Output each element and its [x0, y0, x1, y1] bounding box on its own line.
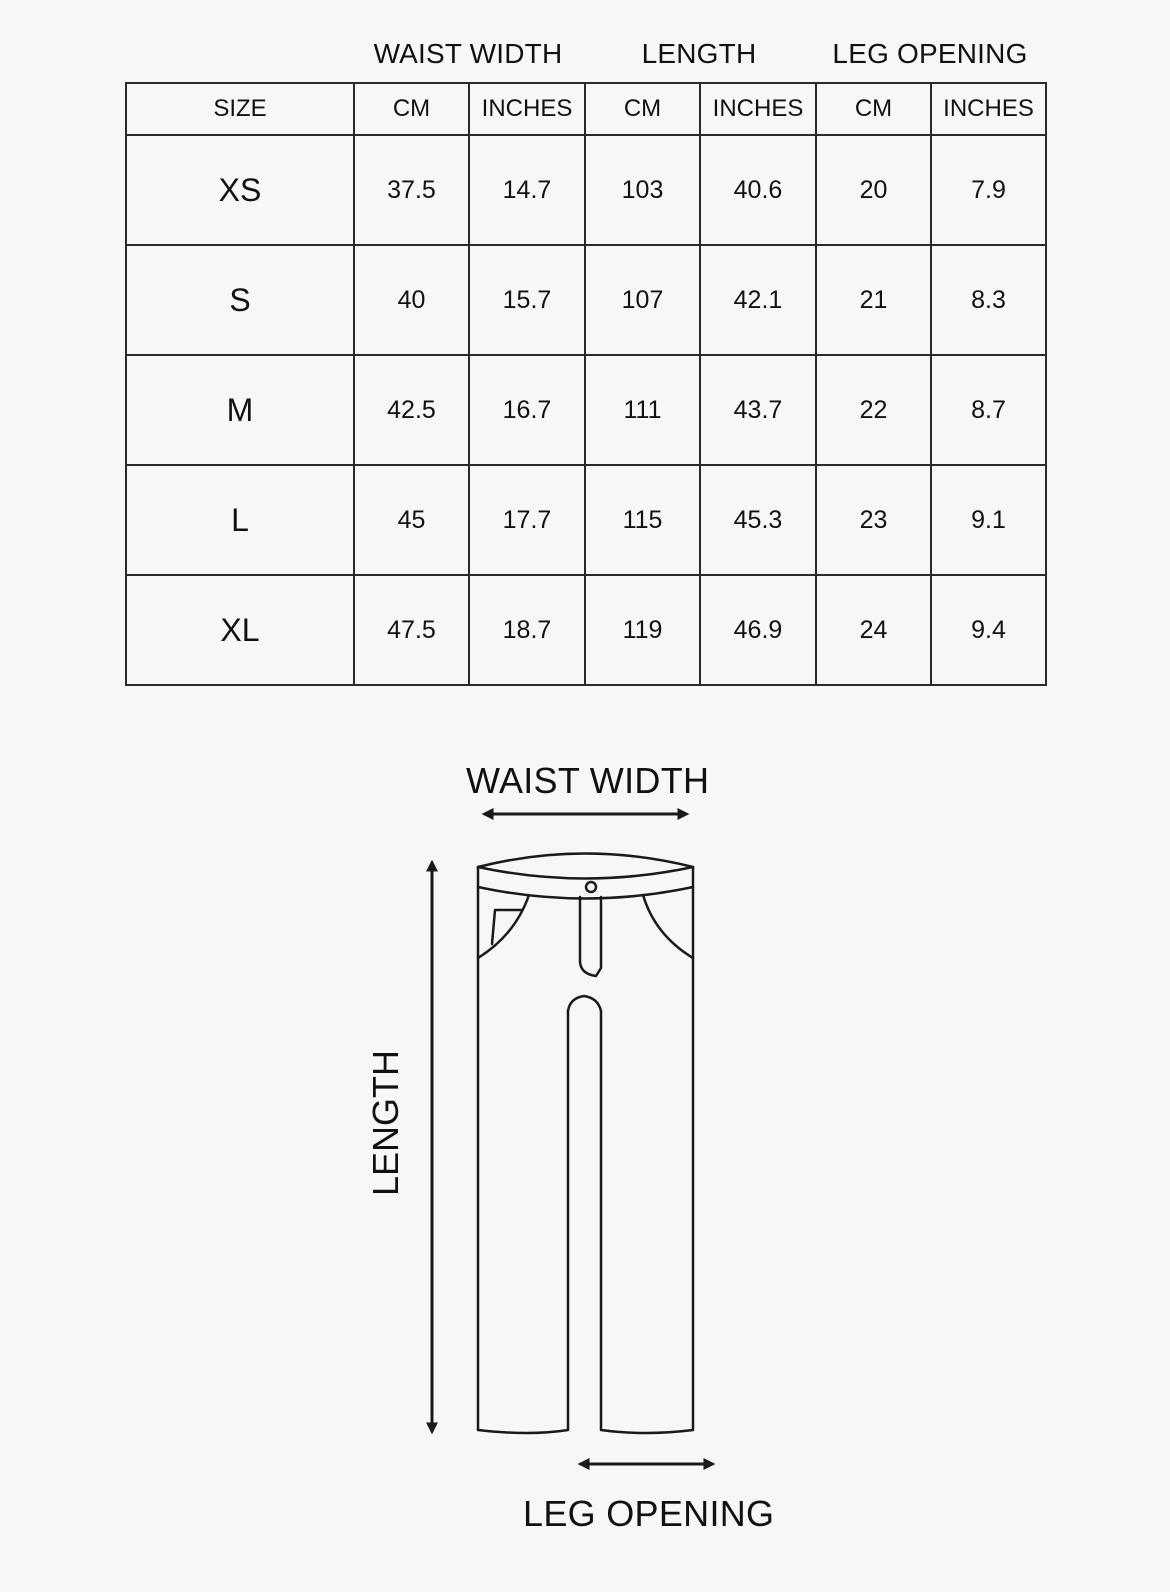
diagram-length-label: LENGTH: [365, 1049, 406, 1197]
length-cm-header: CM: [585, 83, 700, 135]
leg-opening-header: LEG OPENING: [832, 38, 1028, 69]
table-cell: 40: [354, 245, 469, 355]
diagram-leg-opening-label: LEG OPENING: [523, 1493, 775, 1534]
table-cell: 22: [816, 355, 931, 465]
table-cell: 47.5: [354, 575, 469, 685]
table-cell: 42.1: [700, 245, 816, 355]
table-cell: 42.5: [354, 355, 469, 465]
pants-icon: [478, 854, 693, 1434]
size-cell: XS: [126, 135, 354, 245]
table-cell: 46.9: [700, 575, 816, 685]
length-inches-header: INCHES: [700, 83, 816, 135]
table-cell: 107: [585, 245, 700, 355]
waist-inches-header: INCHES: [469, 83, 585, 135]
size-cell: L: [126, 465, 354, 575]
size-column-header: SIZE: [126, 83, 354, 135]
waist-width-header: WAIST WIDTH: [373, 38, 563, 69]
table-cell: 103: [585, 135, 700, 245]
table-cell: 43.7: [700, 355, 816, 465]
size-cell: M: [126, 355, 354, 465]
leg-inches-header: INCHES: [931, 83, 1046, 135]
table-cell: 8.7: [931, 355, 1046, 465]
table-cell: 8.3: [931, 245, 1046, 355]
table-cell: 15.7: [469, 245, 585, 355]
table-cell: 115: [585, 465, 700, 575]
length-header: LENGTH: [641, 38, 757, 69]
table-cell: 16.7: [469, 355, 585, 465]
table-cell: 18.7: [469, 575, 585, 685]
size-cell: S: [126, 245, 354, 355]
diagram-waist-width-label: WAIST WIDTH: [466, 760, 710, 801]
table-cell: 23: [816, 465, 931, 575]
table-cell: 45.3: [700, 465, 816, 575]
table-cell: 24: [816, 575, 931, 685]
table-cell: 119: [585, 575, 700, 685]
table-cell: 17.7: [469, 465, 585, 575]
table-cell: 20: [816, 135, 931, 245]
table-cell: 14.7: [469, 135, 585, 245]
table-cell: 37.5: [354, 135, 469, 245]
table-cell: 9.1: [931, 465, 1046, 575]
waist-cm-header: CM: [354, 83, 469, 135]
table-cell: 111: [585, 355, 700, 465]
table-cell: 40.6: [700, 135, 816, 245]
table-cell: 7.9: [931, 135, 1046, 245]
table-cell: 21: [816, 245, 931, 355]
size-cell: XL: [126, 575, 354, 685]
leg-cm-header: CM: [816, 83, 931, 135]
table-cell: 45: [354, 465, 469, 575]
table-cell: 9.4: [931, 575, 1046, 685]
